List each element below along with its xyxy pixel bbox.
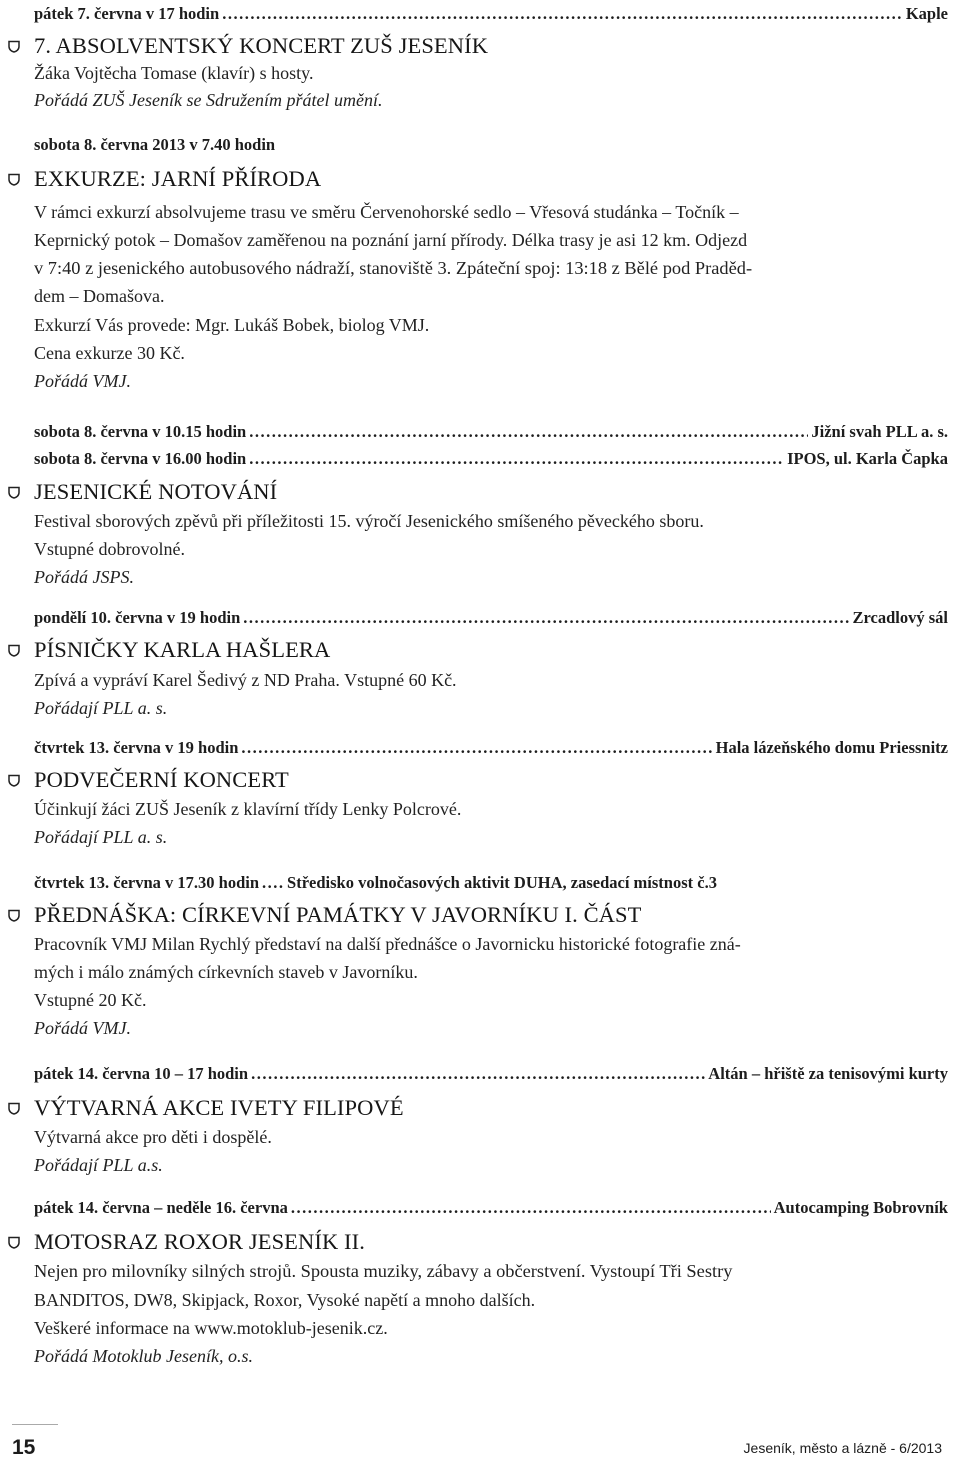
event-title: 7. ABSOLVENTSKÝ KONCERT ZUŠ JESENÍK bbox=[34, 31, 948, 61]
shield-bullet-icon bbox=[8, 1236, 20, 1249]
event-date-line: čtvrtek 13. června v 17.30 hodin ..... Středisko volnočasových aktivit DUHA, zasedací místnost č.3 bbox=[34, 871, 948, 895]
event-organizer: Pořádá Motoklub Jeseník, o.s. bbox=[34, 1346, 253, 1366]
event-description-line: Vstupné 20 Kč. bbox=[34, 990, 147, 1010]
event-organizer: Pořádá VMJ. bbox=[34, 1018, 131, 1038]
shield-bullet-icon bbox=[8, 774, 20, 787]
event-date-line: pátek 14. června – neděle 16. června ..... Autocamping Bobrovník bbox=[34, 1196, 948, 1220]
event-organizer: Pořádá JSPS. bbox=[34, 567, 134, 587]
event-title: PŘEDNÁŠKA: CÍRKEVNÍ PAMÁTKY V JAVORNÍKU I. ČÁST bbox=[34, 900, 948, 930]
event-date-line: pátek 14. června 10 – 17 hodin ..... Altán – hřiště za tenisovými kurty bbox=[34, 1062, 948, 1086]
event-description-line: Žáka Vojtěcha Tomase (klavír) s hosty. bbox=[34, 63, 314, 83]
event-title: EXKURZE: JARNÍ PŘÍRODA bbox=[34, 164, 948, 194]
event-date-line: pondělí 10. června v 19 hodin ..... Zrcadlový sál bbox=[34, 606, 948, 630]
shield-bullet-icon bbox=[8, 644, 20, 657]
event-description-line: V rámci exkurzí absolvujeme trasu ve směru Červenohorské sedlo – Vřesová studánka – Točník – bbox=[34, 202, 739, 222]
event-description-line: mých i málo známých církevních staveb v Javorníku. bbox=[34, 962, 418, 982]
shield-bullet-icon bbox=[8, 486, 20, 499]
event-description-line: Účinkují žáci ZUŠ Jeseník z klavírní třídy Lenky Polcrové. bbox=[34, 799, 462, 819]
event-description-line: Keprnický potok – Domašov zaměřenou na poznání jarní přírody. Délka trasy je asi 12 km. Odjezd bbox=[34, 230, 748, 250]
shield-bullet-icon bbox=[8, 173, 20, 186]
event-organizer: Pořádají PLL a. s. bbox=[34, 827, 168, 847]
event-description-line: Nejen pro milovníky silných strojů. Spousta muziky, zábavy a občerstvení. Vystoupí Tři Sestry bbox=[34, 1261, 733, 1281]
event-organizer: Pořádají PLL a.s. bbox=[34, 1155, 163, 1175]
publication-name: Jeseník, město a lázně - 6/2013 bbox=[743, 1440, 942, 1456]
event-title: PODVEČERNÍ KONCERT bbox=[34, 765, 948, 795]
event-description-line: Exkurzí Vás provede: Mgr. Lukáš Bobek, biolog VMJ. bbox=[34, 315, 430, 335]
event-description-line: Vstupné dobrovolné. bbox=[34, 539, 185, 559]
event-title: PÍSNIČKY KARLA HAŠLERA bbox=[34, 635, 948, 665]
event-date-line: sobota 8. června v 10.15 hodin ..... Jižní svah PLL a. s. bbox=[34, 420, 948, 444]
event-organizer: Pořádá ZUŠ Jeseník se Sdružením přátel umění. bbox=[34, 90, 383, 110]
event-date-line: čtvrtek 13. června v 19 hodin ..... Hala lázeňského domu Priessnitz bbox=[34, 736, 948, 760]
event-description-line: Festival sborových zpěvů při příležitosti 15. výročí Jesenického smíšeného pěveckého sboru. bbox=[34, 511, 704, 531]
page-number: 15 bbox=[12, 1436, 36, 1459]
event-title: MOTOSRAZ ROXOR JESENÍK II. bbox=[34, 1227, 948, 1257]
event-description-line: Zpívá a vypráví Karel Šedivý z ND Praha. Vstupné 60 Kč. bbox=[34, 670, 457, 690]
event-description-line: Veškeré informace na www.motoklub-jesenik.cz. bbox=[34, 1318, 388, 1338]
event-organizer: Pořádají PLL a. s. bbox=[34, 698, 168, 718]
shield-bullet-icon bbox=[8, 1102, 20, 1115]
footer-divider bbox=[12, 1424, 58, 1425]
event-description-line: v 7:40 z jesenického autobusového nádraží, stanoviště 3. Zpáteční spoj: 13:18 z Bělé pod Praděd- bbox=[34, 258, 753, 278]
event-date-line: pátek 7. června v 17 hodin ..... Kaple bbox=[34, 2, 948, 26]
event-title: JESENICKÉ NOTOVÁNÍ bbox=[34, 477, 948, 507]
event-organizer: Pořádá VMJ. bbox=[34, 371, 131, 391]
event-description-line: Výtvarná akce pro děti i dospělé. bbox=[34, 1127, 272, 1147]
event-description-line: Pracovník VMJ Milan Rychlý představí na další přednášce o Javornicku historické fotografie zná- bbox=[34, 934, 741, 954]
shield-bullet-icon bbox=[8, 40, 20, 53]
event-description-line: BANDITOS, DW8, Skipjack, Roxor, Vysoké napětí a mnoho dalších. bbox=[34, 1290, 536, 1310]
event-description-line: dem – Domašova. bbox=[34, 286, 165, 306]
event-date-line: sobota 8. června v 16.00 hodin ..... IPOS, ul. Karla Čapka bbox=[34, 447, 948, 471]
event-date-line: sobota 8. června 2013 v 7.40 hodin bbox=[34, 135, 276, 154]
event-title: VÝTVARNÁ AKCE IVETY FILIPOVÉ bbox=[34, 1093, 948, 1123]
shield-bullet-icon bbox=[8, 909, 20, 922]
event-description-line: Cena exkurze 30 Kč. bbox=[34, 343, 185, 363]
